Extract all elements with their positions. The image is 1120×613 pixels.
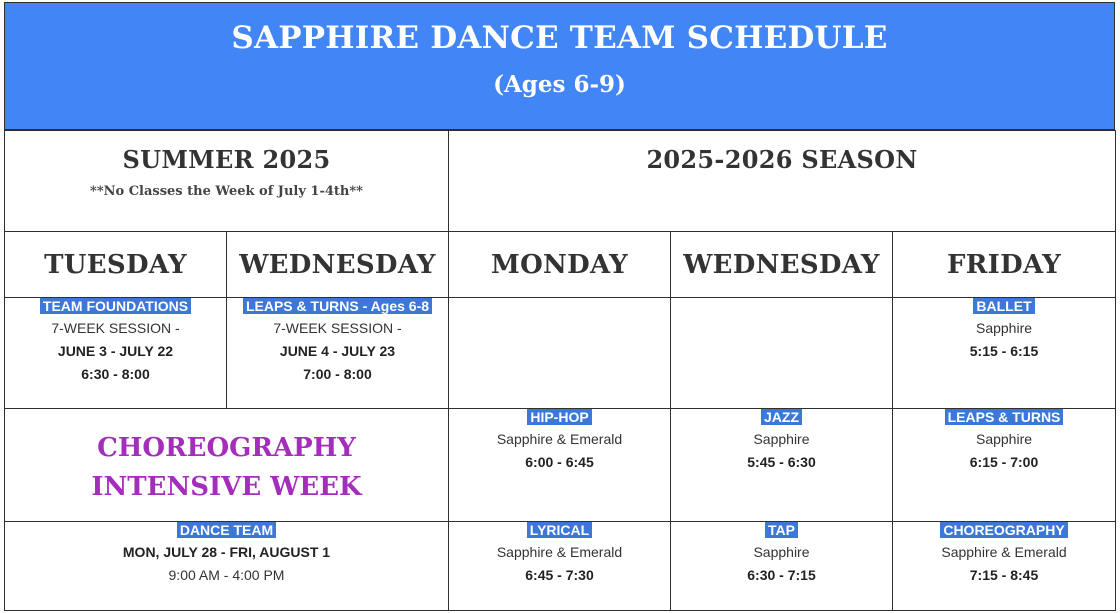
dance-team-cell	[5, 522, 449, 611]
class-session: 7-WEEK SESSION -	[273, 320, 402, 336]
day-header-wednesday-summer: WEDNESDAY	[227, 232, 449, 298]
class-tag: LYRICAL	[527, 522, 592, 538]
class-group: Sapphire	[975, 320, 1033, 336]
class-tag: LEAPS & TURNS	[945, 409, 1064, 425]
intensive-line-2: INTENSIVE WEEK	[91, 472, 362, 502]
class-time: 7:00 - 8:00	[303, 366, 372, 382]
intensive-line-1: CHOREOGRAPHY	[97, 433, 356, 463]
class-time: 9:00 AM - 4:00 PM	[168, 567, 285, 583]
class-time: 6:30 - 7:15	[747, 567, 816, 583]
day-header-monday: MONDAY	[449, 232, 671, 298]
class-group: Sapphire	[975, 431, 1033, 447]
class-leaps-turns	[893, 409, 1116, 522]
summer-note: **No Classes the Week of July 1-4th**	[90, 184, 363, 199]
class-leaps-turns-summer	[227, 298, 449, 409]
class-time: 7:15 - 8:45	[969, 567, 1039, 583]
class-time: 6:15 - 7:00	[969, 454, 1039, 470]
day-header-wednesday-season: WEDNESDAY	[671, 232, 893, 298]
class-session: 7-WEEK SESSION -	[51, 320, 180, 336]
choreography-intensive-cell	[5, 409, 449, 522]
class-tag: DANCE TEAM	[177, 522, 276, 538]
class-tag: LEAPS & TURNS - Ages 6-8	[243, 298, 432, 314]
class-lyrical	[449, 522, 671, 611]
class-tap	[671, 522, 893, 611]
empty-cell-wednesday	[671, 298, 893, 409]
empty-cell-monday	[449, 298, 671, 409]
class-group: Sapphire & Emerald	[496, 544, 623, 560]
summer-title: SUMMER 2025	[122, 145, 331, 174]
class-tag: HIP-HOP	[527, 409, 591, 425]
class-tag: TAP	[765, 522, 798, 538]
class-hip-hop	[449, 409, 671, 522]
class-time: 6:00 - 6:45	[525, 454, 594, 470]
class-time: 5:45 - 6:30	[747, 454, 816, 470]
class-group: Sapphire	[753, 431, 810, 447]
schedule-table	[4, 130, 1116, 611]
class-choreography	[893, 522, 1116, 611]
class-group: Sapphire & Emerald	[496, 431, 623, 447]
class-tag: CHOREOGRAPHY	[940, 522, 1067, 538]
class-tag: TEAM FOUNDATIONS	[40, 298, 191, 314]
season-header-cell	[449, 131, 1116, 232]
class-dates: JUNE 4 - JULY 23	[279, 343, 396, 359]
page-title: SAPPHIRE DANCE TEAM SCHEDULE	[231, 20, 888, 56]
page-subtitle: (Ages 6-9)	[493, 71, 626, 98]
class-group: Sapphire	[753, 544, 810, 560]
day-header-tuesday: TUESDAY	[5, 232, 227, 298]
class-tag: BALLET	[973, 298, 1034, 314]
class-team-foundations	[5, 298, 227, 409]
class-time: 5:15 - 6:15	[969, 343, 1039, 359]
class-time: 6:45 - 7:30	[525, 567, 594, 583]
day-header-friday: FRIDAY	[893, 232, 1116, 298]
class-jazz	[671, 409, 893, 522]
class-tag: JAZZ	[761, 409, 802, 425]
class-group: Sapphire & Emerald	[941, 544, 1067, 560]
class-ballet	[893, 298, 1116, 409]
summer-header-cell	[5, 131, 449, 232]
class-time: 6:30 - 8:00	[81, 366, 150, 382]
season-title: 2025-2026 SEASON	[646, 145, 918, 174]
class-dates: MON, JULY 28 - FRI, AUGUST 1	[122, 544, 331, 560]
schedule-header	[4, 2, 1115, 130]
class-dates: JUNE 3 - JULY 22	[57, 343, 174, 359]
